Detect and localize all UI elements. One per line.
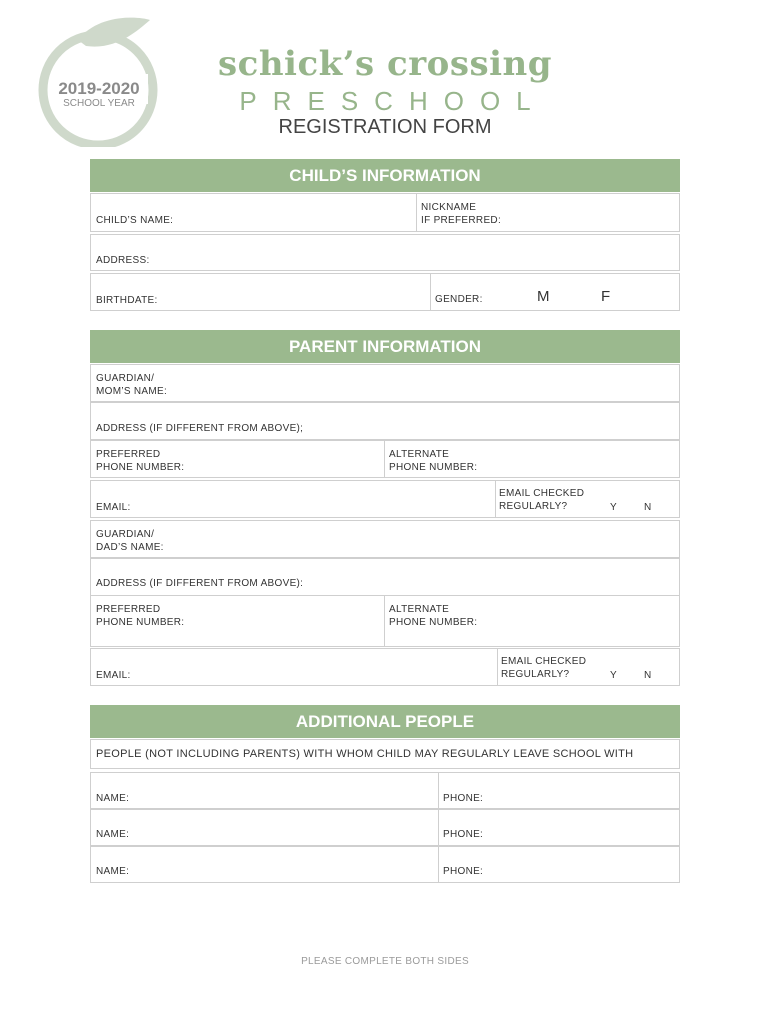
parent-section-heading: PARENT INFORMATION xyxy=(90,330,680,363)
dad-phone-row[interactable] xyxy=(90,595,680,647)
additional-intro-text: PEOPLE (NOT INCLUDING PARENTS) WITH WHOM CHILD MAY REGULARLY LEAVE SCHOOL WITH xyxy=(96,748,634,760)
form-title: REGISTRATION FORM xyxy=(278,116,492,138)
mom-email-no-option[interactable]: N xyxy=(644,502,652,513)
dad-alternate-phone-label: ALTERNATE PHONE NUMBER: xyxy=(389,604,478,628)
additional-person-row[interactable] xyxy=(90,846,680,883)
child-address-label: ADDRESS: xyxy=(96,255,150,266)
badge-year: 2019-2020 xyxy=(58,79,140,98)
gender-m-option[interactable]: M xyxy=(537,288,550,305)
mom-preferred-phone-label: PREFERRED PHONE NUMBER: xyxy=(96,449,185,473)
additional-person-row[interactable] xyxy=(90,772,680,809)
additional-intro-row xyxy=(90,739,680,769)
nickname-label: NICKNAME IF PREFERRED: xyxy=(421,202,502,226)
dad-address-label: ADDRESS (IF DIFFERENT FROM ABOVE): xyxy=(96,578,304,589)
dad-email-label: EMAIL: xyxy=(96,670,131,681)
dad-email-no-option[interactable]: N xyxy=(644,670,652,681)
dad-email-checked-label: EMAIL CHECKED REGULARLY? xyxy=(501,656,587,680)
child-address-row[interactable] xyxy=(90,234,680,271)
dad-preferred-phone-label: PREFERRED PHONE NUMBER: xyxy=(96,604,185,628)
child-name-row[interactable] xyxy=(90,193,680,232)
child-section-heading: CHILD’S INFORMATION xyxy=(90,159,680,192)
additional-name-label: NAME: xyxy=(96,829,130,840)
birthdate-label: BIRTHDATE: xyxy=(96,295,158,306)
additional-section-heading: ADDITIONAL PEOPLE xyxy=(90,705,680,738)
dad-name-row[interactable] xyxy=(90,520,680,558)
gender-label: GENDER: xyxy=(435,294,483,305)
additional-name-label: NAME: xyxy=(96,866,130,877)
mom-email-label: EMAIL: xyxy=(96,502,131,513)
mom-alternate-phone-label: ALTERNATE PHONE NUMBER: xyxy=(389,449,478,473)
additional-person-row[interactable] xyxy=(90,809,680,846)
school-year-badge xyxy=(38,12,163,147)
mom-name-row[interactable] xyxy=(90,364,680,402)
additional-phone-label: PHONE: xyxy=(443,829,484,840)
dad-email-row[interactable] xyxy=(90,648,680,686)
dad-email-yes-option[interactable]: Y xyxy=(610,670,617,681)
footer-note: PLEASE COMPLETE BOTH SIDES xyxy=(301,956,469,967)
mom-name-label: GUARDIAN/ MOM’S NAME: xyxy=(96,373,168,397)
mom-email-checked-label: EMAIL CHECKED REGULARLY? xyxy=(499,488,585,512)
badge-label: SCHOOL YEAR xyxy=(63,98,135,109)
mom-email-row[interactable] xyxy=(90,480,680,518)
brand-name: schick’s crossing xyxy=(217,44,553,84)
brand-subtitle: PRESCHOOL xyxy=(239,86,547,116)
gender-f-option[interactable]: F xyxy=(601,288,611,305)
mom-email-yes-option[interactable]: Y xyxy=(610,502,617,513)
dad-name-label: GUARDIAN/ DAD’S NAME: xyxy=(96,529,164,553)
additional-phone-label: PHONE: xyxy=(443,866,484,877)
child-name-label: CHILD’S NAME: xyxy=(96,215,174,226)
dad-address-row[interactable] xyxy=(90,558,680,596)
leaf-logo-icon xyxy=(38,12,163,147)
additional-phone-label: PHONE: xyxy=(443,793,484,804)
birthdate-gender-row[interactable] xyxy=(90,273,680,311)
mom-phone-row[interactable] xyxy=(90,440,680,478)
mom-address-label: ADDRESS (IF DIFFERENT FROM ABOVE); xyxy=(96,423,304,434)
additional-name-label: NAME: xyxy=(96,793,130,804)
mom-address-row[interactable] xyxy=(90,402,680,440)
